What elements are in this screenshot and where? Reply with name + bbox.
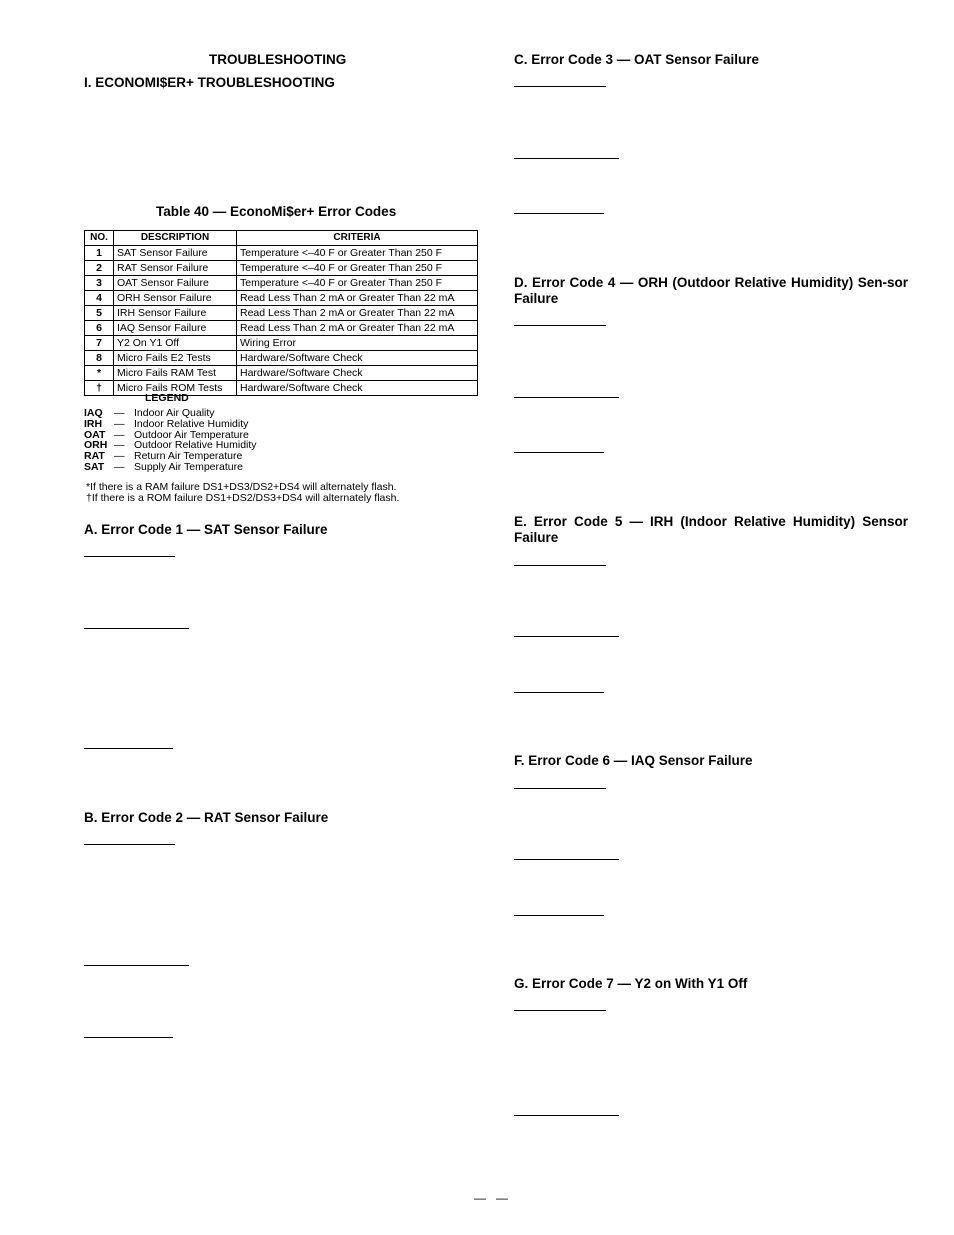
section-d-heading: D. Error Code 4 — ORH (Outdoor Relative Humidity) Sen-sor Failure — [514, 275, 908, 306]
divider-line — [514, 636, 619, 637]
table-row — [85, 336, 478, 351]
legend-abbr: IRH — [84, 417, 103, 430]
error-codes-table — [84, 230, 478, 396]
cell-no: 3 — [85, 276, 114, 291]
legend-abbr: ORH — [84, 439, 108, 452]
section-c-heading: C. Error Code 3 — OAT Sensor Failure — [514, 52, 760, 67]
legend-abbr: IAQ — [84, 407, 103, 419]
cell-criteria: Read Less Than 2 mA or Greater Than 22 mA — [237, 321, 478, 336]
divider-line — [514, 1010, 606, 1011]
divider-line — [514, 859, 619, 860]
legend-text: Indoor Relative Humidity — [134, 417, 249, 430]
legend-dash: — — [114, 417, 125, 430]
divider-line — [84, 844, 175, 845]
divider-line — [514, 565, 606, 566]
cell-description: SAT Sensor Failure — [114, 246, 237, 261]
divider-line — [514, 692, 604, 693]
cell-criteria: Wiring Error — [237, 336, 478, 351]
table-row — [85, 276, 478, 291]
table-notes — [86, 482, 399, 504]
section-e-heading: E. Error Code 5 — IRH (Indoor Relative Humidity) Sensor Failure — [514, 514, 908, 545]
legend-abbr: OAT — [84, 428, 106, 441]
divider-line — [514, 158, 619, 159]
table-row — [85, 261, 478, 276]
cell-description: Micro Fails RAM Test — [114, 366, 237, 381]
section-g-heading: G. Error Code 7 — Y2 on With Y1 Off — [514, 976, 748, 991]
divider-line — [514, 1115, 619, 1116]
legend — [84, 408, 257, 473]
divider-line — [514, 213, 604, 214]
cell-no: 5 — [85, 306, 114, 321]
cell-description: IRH Sensor Failure — [114, 306, 237, 321]
cell-no: † — [85, 381, 114, 396]
legend-abbr: RAT — [84, 450, 105, 463]
table-row — [85, 321, 478, 336]
cell-description: Micro Fails ROM Tests — [114, 381, 237, 396]
cell-description: RAT Sensor Failure — [114, 261, 237, 276]
cell-criteria: Hardware/Software Check — [237, 351, 478, 366]
legend-dash: — — [114, 407, 125, 419]
col-header-no: NO. — [85, 231, 114, 246]
cell-description: ORH Sensor Failure — [114, 291, 237, 306]
cell-no: 8 — [85, 351, 114, 366]
section-b-heading: B. Error Code 2 — RAT Sensor Failure — [84, 810, 329, 825]
legend-text: Outdoor Air Temperature — [134, 428, 249, 441]
legend-dash: — — [114, 460, 125, 473]
cell-description: IAQ Sensor Failure — [114, 321, 237, 336]
table-row — [85, 246, 478, 261]
divider-line — [514, 397, 619, 398]
cell-criteria: Temperature <–40 F or Greater Than 250 F — [237, 261, 478, 276]
legend-dash: — — [114, 439, 125, 452]
section-f-heading: F. Error Code 6 — IAQ Sensor Failure — [514, 753, 753, 768]
page-title: TROUBLESHOOTING — [209, 52, 347, 67]
cell-criteria: Hardware/Software Check — [237, 366, 478, 381]
legend-title: LEGEND — [145, 392, 189, 404]
divider-line — [84, 965, 189, 966]
cell-criteria: Temperature <–40 F or Greater Than 250 F — [237, 276, 478, 291]
cell-no: 1 — [85, 246, 114, 261]
legend-dash: — — [114, 428, 125, 441]
divider-line — [84, 748, 173, 749]
divider-line — [514, 452, 604, 453]
cell-criteria: Read Less Than 2 mA or Greater Than 22 mA — [237, 306, 478, 321]
cell-no: 4 — [85, 291, 114, 306]
table-row — [85, 351, 478, 366]
legend-dash: — — [114, 450, 125, 463]
cell-criteria: Hardware/Software Check — [237, 381, 478, 396]
cell-no: 6 — [85, 321, 114, 336]
legend-text: Indoor Air Quality — [134, 407, 215, 419]
table-row — [85, 366, 478, 381]
divider-line — [514, 325, 606, 326]
note-ram: *If there is a RAM failure DS1+DS3/DS2+DS4 will alternately flash. — [86, 481, 397, 493]
cell-description: Y2 On Y1 Off — [114, 336, 237, 351]
divider-line — [514, 86, 606, 87]
cell-description: Micro Fails E2 Tests — [114, 351, 237, 366]
legend-item — [84, 462, 257, 473]
legend-item — [84, 419, 257, 430]
page-number-mark: — — — [474, 1191, 509, 1205]
table-row — [85, 291, 478, 306]
cell-criteria: Temperature <–40 F or Greater Than 250 F — [237, 246, 478, 261]
divider-line — [84, 556, 175, 557]
divider-line — [84, 628, 189, 629]
cell-description: OAT Sensor Failure — [114, 276, 237, 291]
table-header-row — [85, 231, 478, 246]
cell-no: * — [85, 366, 114, 381]
table-row — [85, 306, 478, 321]
divider-line — [514, 915, 604, 916]
cell-no: 2 — [85, 261, 114, 276]
note-rom: †If there is a ROM failure DS1+DS2/DS3+DS4 will alternately flash. — [86, 492, 400, 504]
divider-line — [84, 1037, 173, 1038]
cell-no: 7 — [85, 336, 114, 351]
section-i-heading: I. ECONOMI$ER+ TROUBLESHOOTING — [84, 75, 335, 90]
legend-text: Supply Air Temperature — [134, 460, 243, 473]
section-a-heading: A. Error Code 1 — SAT Sensor Failure — [84, 522, 328, 537]
table-caption: Table 40 — EconoMi$er+ Error Codes — [156, 204, 397, 219]
divider-line — [514, 788, 606, 789]
col-header-criteria: CRITERIA — [237, 231, 478, 246]
legend-text: Outdoor Relative Humidity — [134, 439, 257, 452]
legend-text: Return Air Temperature — [134, 450, 243, 463]
table-row — [85, 381, 478, 396]
col-header-description: DESCRIPTION — [114, 231, 237, 246]
legend-abbr: SAT — [84, 460, 105, 473]
cell-criteria: Read Less Than 2 mA or Greater Than 22 mA — [237, 291, 478, 306]
